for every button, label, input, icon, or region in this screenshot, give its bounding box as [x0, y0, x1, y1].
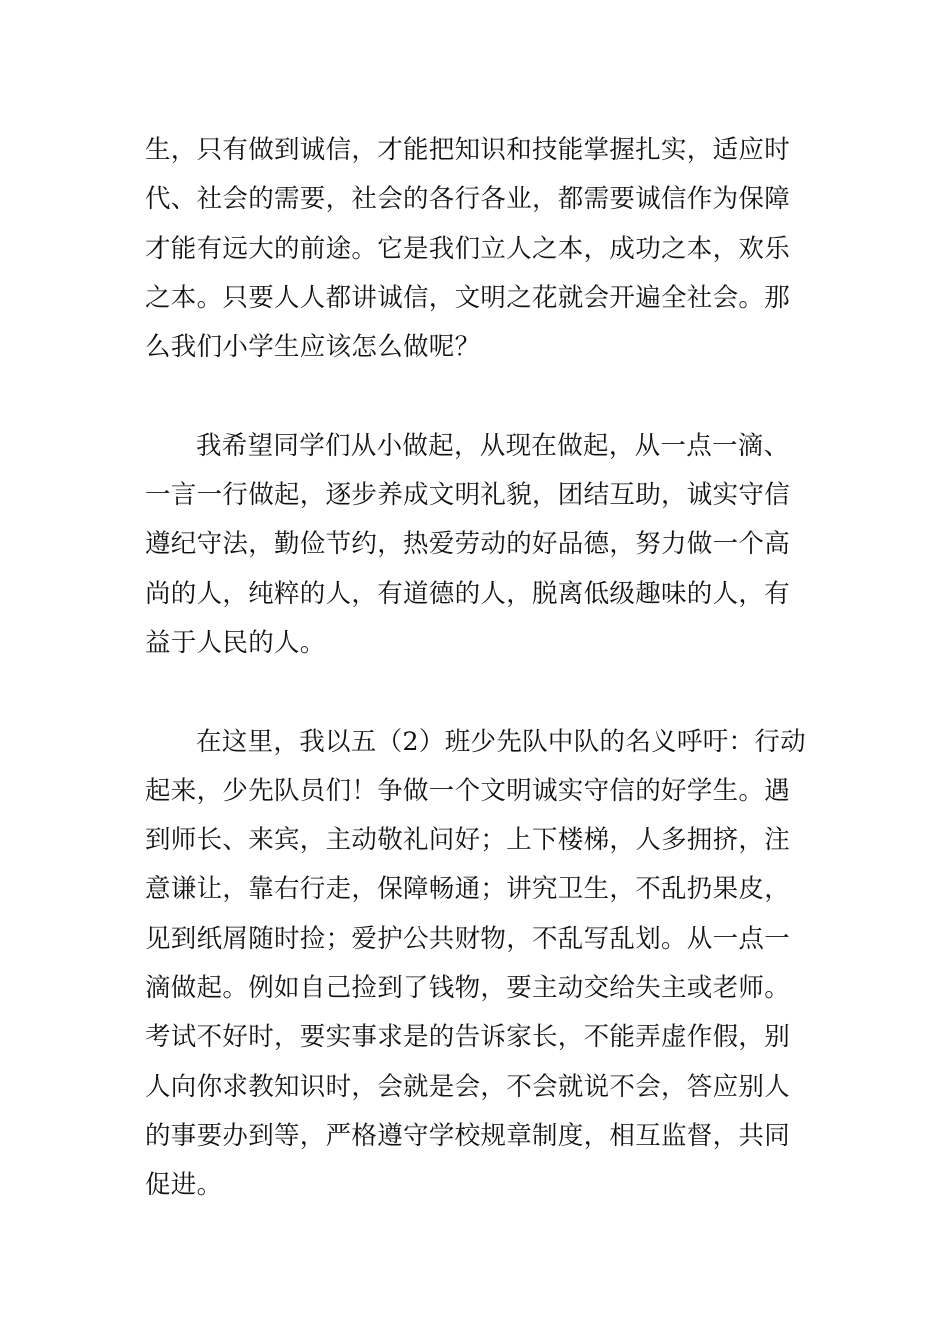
- text-line: 考试不好时，要实事求是的告诉家长，不能弄虚作假，别: [145, 1022, 791, 1053]
- paragraph-3: [145, 718, 807, 1211]
- text-line: 我希望同学们从小做起，从现在做起，从一点一滴、: [196, 430, 790, 461]
- text-line: 一言一行做起，逐步养成文明礼貌，团结互助，诚实守信: [145, 480, 791, 511]
- text-line: 的事要办到等，严格遵守学校规章制度，相互监督，共同: [145, 1120, 791, 1151]
- text-line: 在这里，我以五（2）班少先队中队的名义呼吁：行动: [196, 726, 806, 757]
- paragraph-2: [145, 422, 807, 668]
- text-line: 促进。: [145, 1170, 223, 1201]
- text-line: 意谦让，靠右行走，保障畅通；讲究卫生，不乱扔果皮，: [145, 874, 791, 905]
- text-line: 才能有远大的前途。它是我们立人之本，成功之本，欢乐: [145, 233, 791, 264]
- text-line: 人向你求教知识时，会就是会，不会就说不会，答应别人: [145, 1071, 791, 1102]
- text-line: 到师长、来宾，主动敬礼问好；上下楼梯，人多拥挤，注: [145, 825, 791, 856]
- paragraph-gap: [145, 668, 807, 717]
- text-line: 尚的人，纯粹的人，有道德的人，脱离低级趣味的人，有: [145, 578, 791, 609]
- paragraph-1: [145, 126, 807, 372]
- text-line: 之本。只要人人都讲诚信，文明之花就会开遍全社会。那: [145, 282, 791, 313]
- text-line: 滴做起。例如自己捡到了钱物，要主动交给失主或老师。: [145, 973, 791, 1004]
- document-page: [145, 126, 807, 1211]
- paragraph-gap: [145, 372, 807, 421]
- text-line: 见到纸屑随时捡；爱护公共财物，不乱写乱划。从一点一: [145, 923, 791, 954]
- text-line: 起来，少先队员们！争做一个文明诚实守信的好学生。遇: [145, 775, 791, 806]
- text-line: 益于人民的人。: [145, 627, 326, 658]
- text-line: 生，只有做到诚信，才能把知识和技能掌握扎实，适应时: [145, 135, 791, 165]
- text-line: 么我们小学生应该怎么做呢？: [145, 332, 481, 363]
- text-line: 代、社会的需要，社会的各行各业，都需要诚信作为保障: [145, 184, 791, 215]
- text-line: 遵纪守法，勤俭节约，热爱劳动的好品德，努力做一个高: [145, 529, 791, 560]
